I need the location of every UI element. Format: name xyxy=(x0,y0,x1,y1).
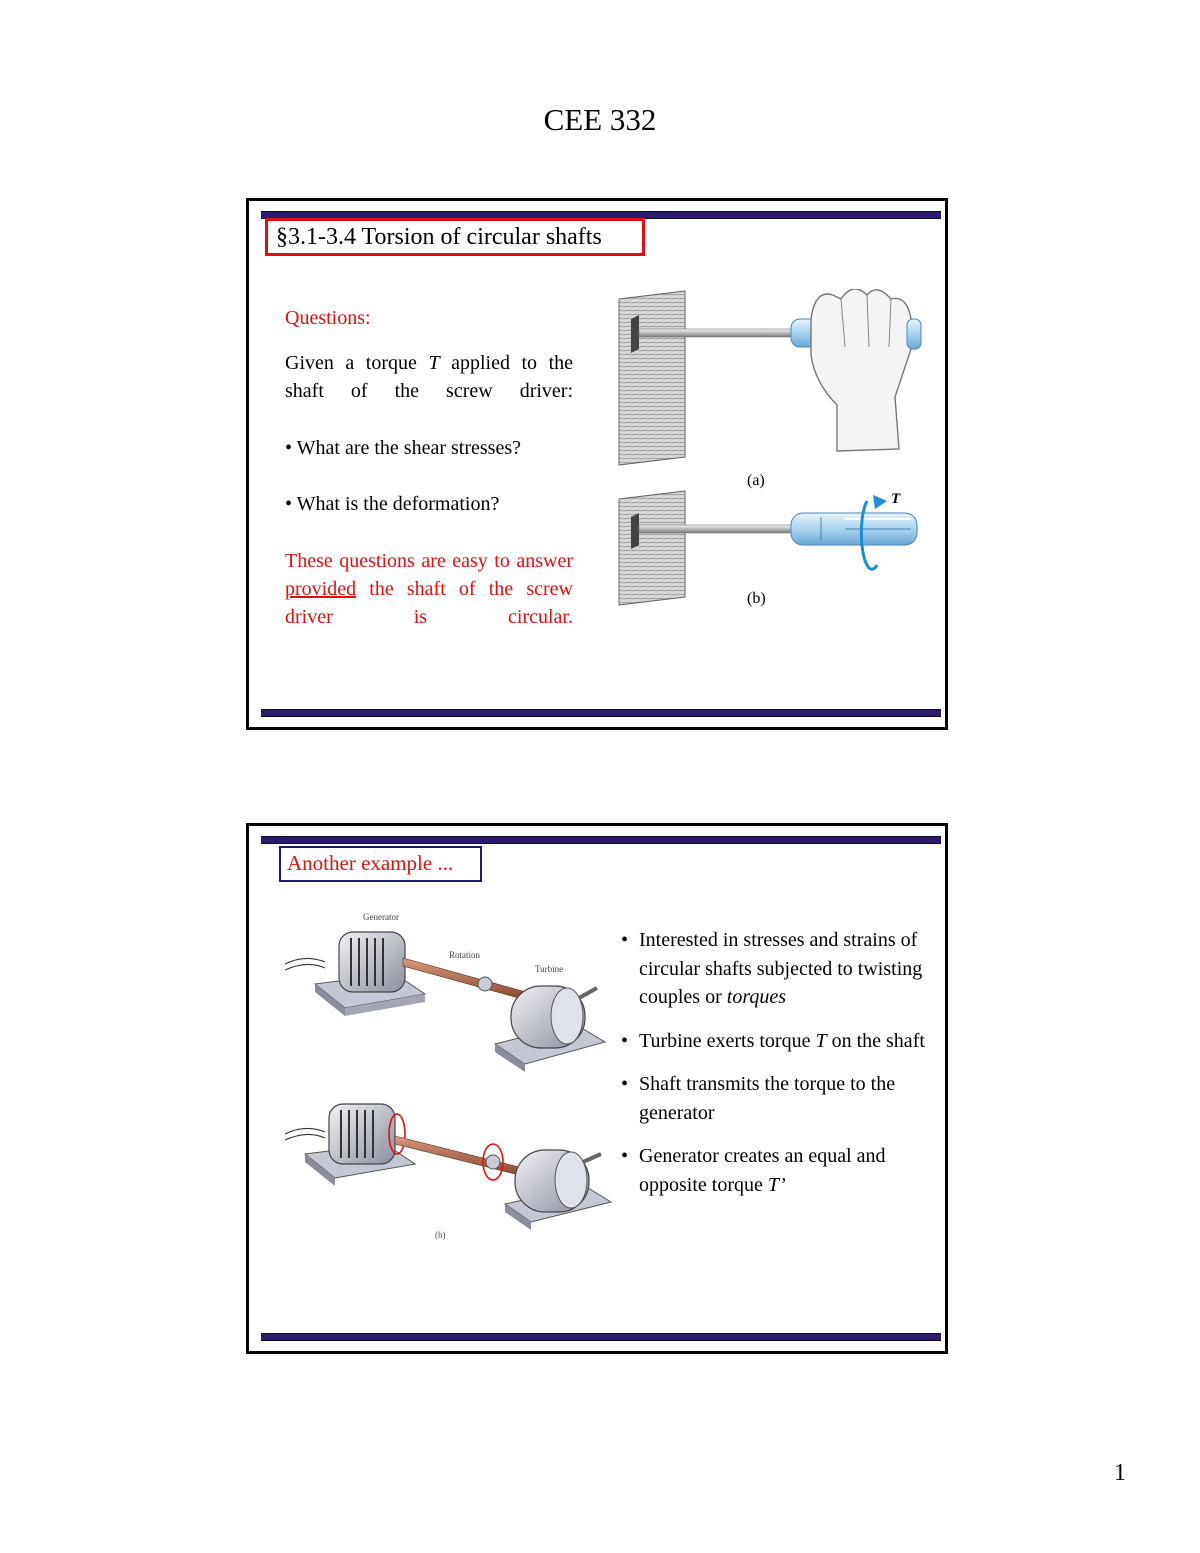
label-turbine: Turbine xyxy=(535,964,564,974)
answer-underlined: provided xyxy=(285,578,357,600)
wall xyxy=(619,291,685,465)
figure-label-a: (a) xyxy=(747,472,765,489)
answer-text-2: the shaft of the screw driver is circular. xyxy=(285,578,573,628)
questions-label: Questions: xyxy=(285,307,371,329)
question-intro xyxy=(285,349,573,433)
figure-label-b: (b) xyxy=(747,590,766,607)
list-item: • Shaft transmits the torque to the generator xyxy=(621,1070,941,1127)
intro-text-1: Given a torque xyxy=(285,352,429,374)
question-bullet-deformation: • What is the deformation? xyxy=(285,493,500,515)
system-b xyxy=(285,1104,611,1240)
bullet-text: Interested in stresses and strains of circular shafts subjected to twisting couples or xyxy=(639,929,923,1008)
label-generator: Generator xyxy=(363,912,399,922)
slide-title: Another example ... xyxy=(279,846,482,882)
answer-text xyxy=(285,547,573,659)
hand xyxy=(811,289,915,451)
answer-text-1: These questions are easy to answer xyxy=(285,550,573,572)
list-item xyxy=(621,926,941,1012)
torque-symbol: T’ xyxy=(767,1173,786,1196)
bullet-text: Turbine exerts torque xyxy=(639,1029,816,1052)
figure-label-b: (b) xyxy=(435,1230,446,1240)
list-item xyxy=(621,1027,941,1056)
torque-symbol: T xyxy=(815,1029,827,1052)
question-bullet-stresses: • What are the shear stresses? xyxy=(285,437,521,459)
torque-symbol: T xyxy=(428,352,440,374)
intro-text-2: applied to the shaft of the screw driver: xyxy=(285,352,573,402)
list-item xyxy=(621,1142,941,1199)
label-rotation: Rotation xyxy=(449,950,480,960)
system-a xyxy=(285,912,605,1072)
slide-another-example xyxy=(246,823,948,1354)
bullet-emphasis: torques xyxy=(726,986,787,1008)
generator-turbine-figure xyxy=(285,904,615,1244)
screwdriver-in-hand xyxy=(619,289,921,489)
screwdriver-figure xyxy=(615,289,925,609)
figure-torque-label: T xyxy=(891,491,901,507)
page-number: 1 xyxy=(1114,1460,1126,1486)
example-bullet-list xyxy=(621,926,941,1214)
slide-torsion-intro xyxy=(246,198,948,730)
screwdriver-with-torque xyxy=(619,491,917,607)
top-rule xyxy=(261,836,941,844)
bullet-text: Generator creates an equal and opposite torque xyxy=(639,1145,886,1196)
bottom-rule xyxy=(261,1333,941,1341)
course-header: CEE 332 xyxy=(543,102,657,137)
bullet-text: on the shaft xyxy=(826,1029,925,1052)
screwdriver-shaft xyxy=(639,329,799,337)
slide-title: §3.1-3.4 Torsion of circular shafts xyxy=(265,218,645,256)
bottom-rule xyxy=(261,709,941,717)
